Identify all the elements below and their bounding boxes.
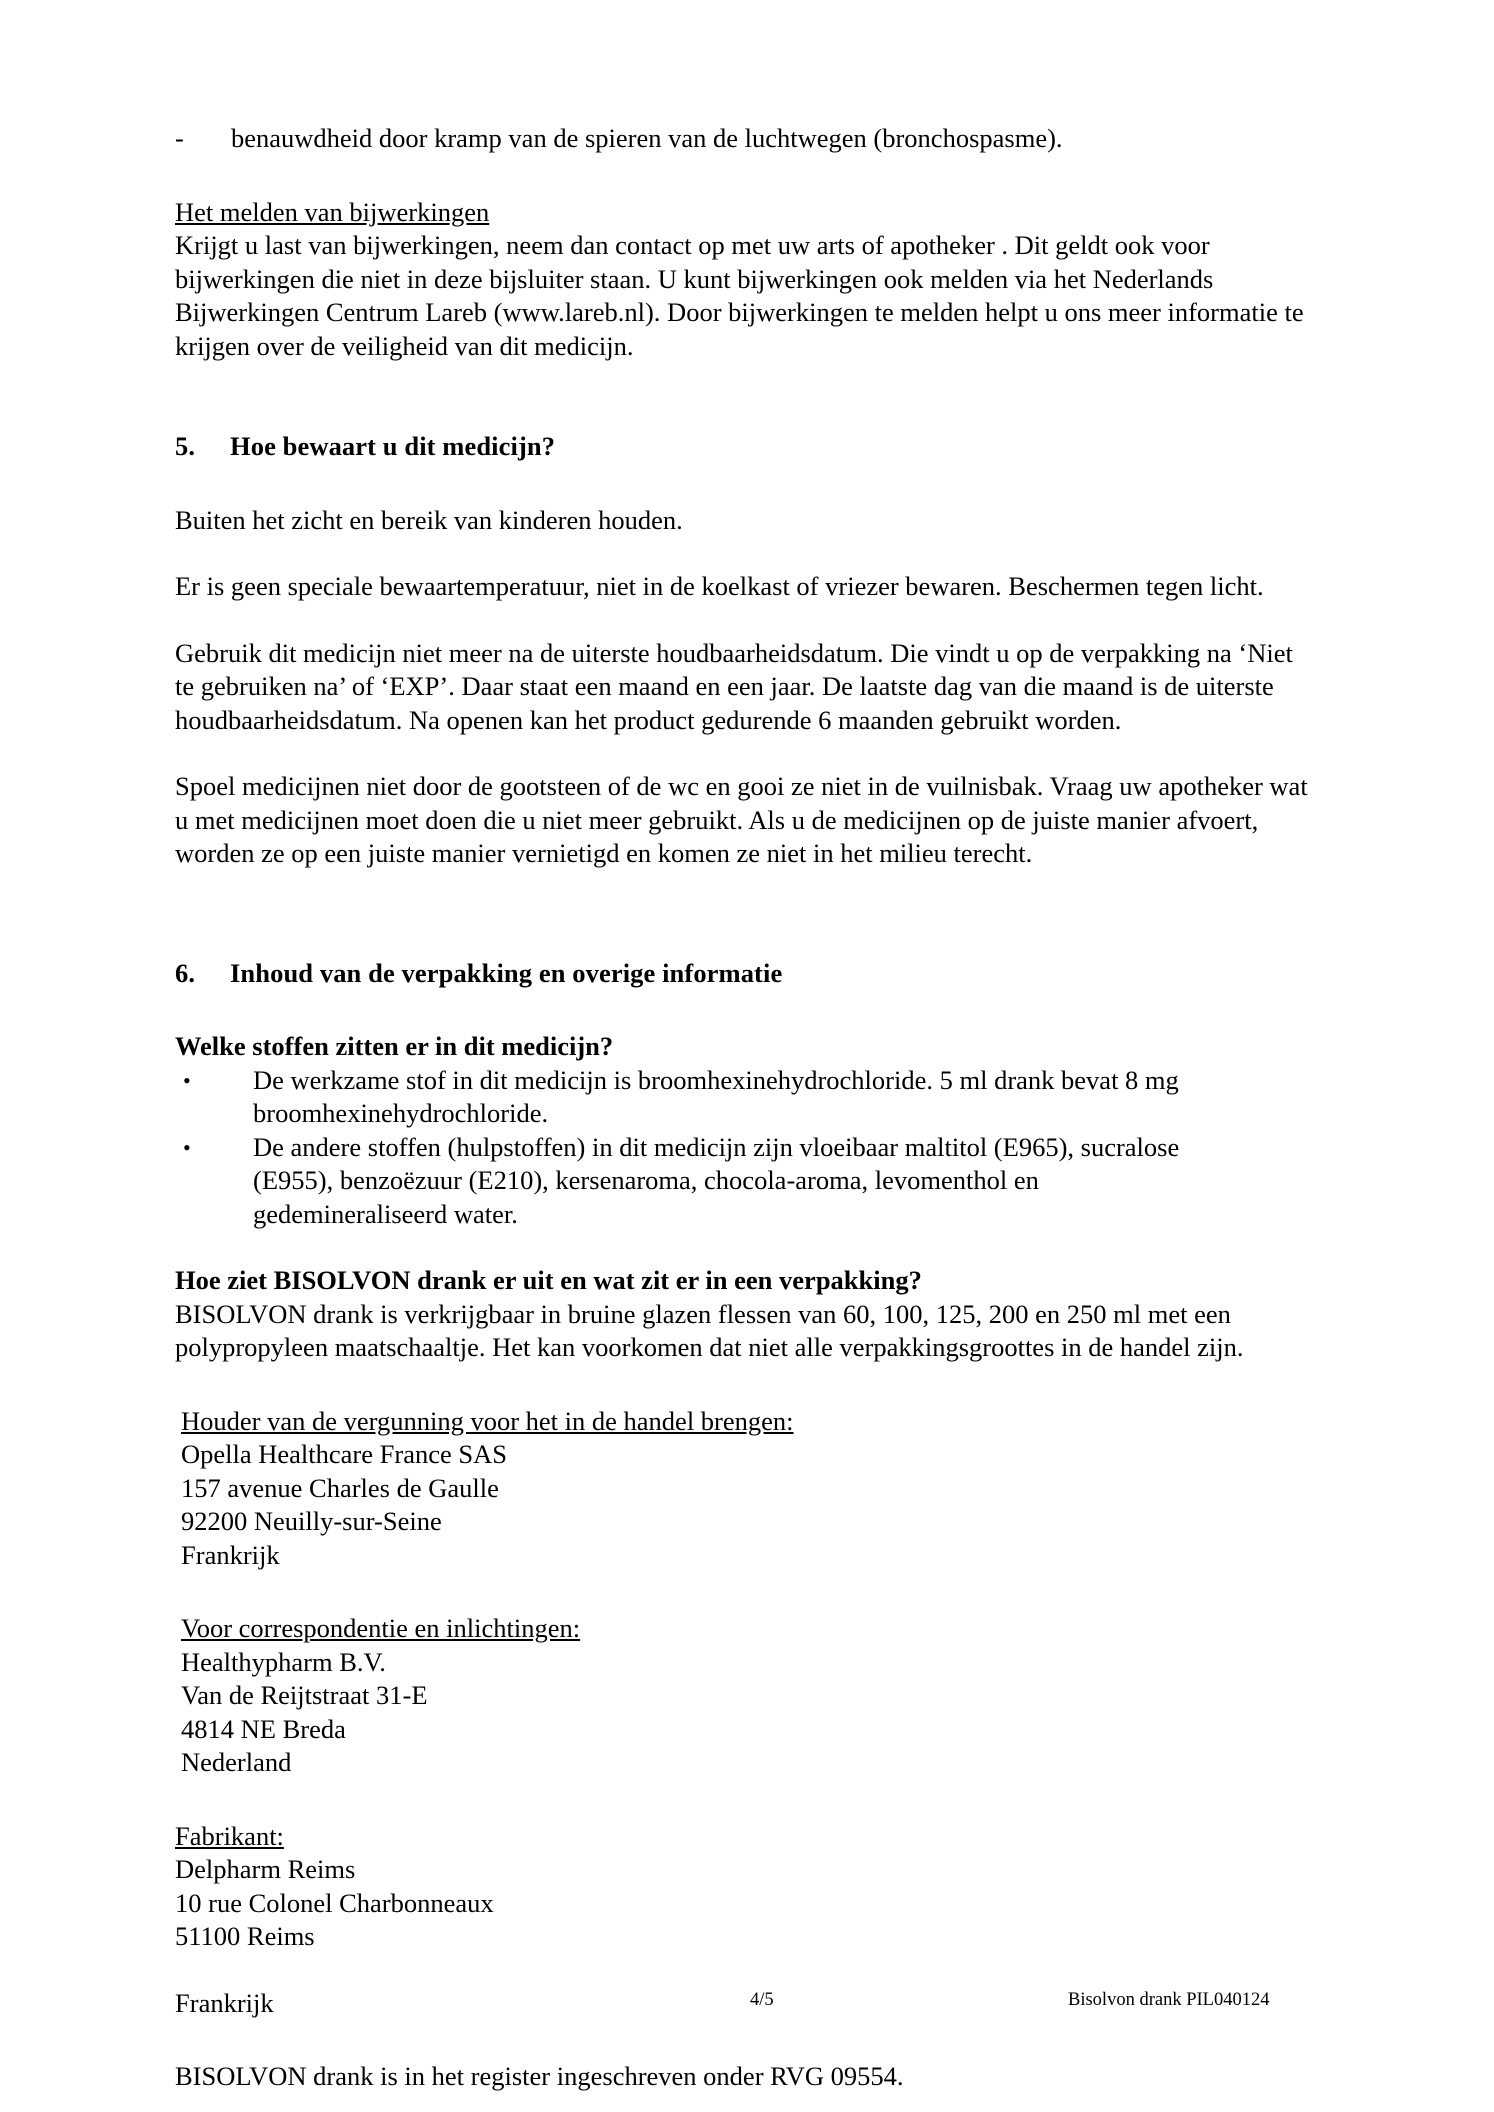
address-line: 51100 Reims — [175, 1921, 315, 1951]
address-line: Nederland — [181, 1747, 292, 1777]
page-content — [175, 122, 1321, 2094]
list-item-text: De werkzame stof in dit medicijn is broomhexinehydrochloride. 5 ml drank bevat 8 mg broomhexinehydrochloride. — [253, 1064, 1179, 1128]
section-number: 5. — [175, 431, 196, 461]
list-item-text: De andere stoffen (hulpstoffen) in dit medicijn zijn vloeibaar maltitol (E965), sucralose (E955), benzoëzuur (E210), kersenaroma, chocola-aroma, levomenthol en gedemineraliseerd water. — [253, 1131, 1180, 1229]
spacer — [175, 990, 1321, 1030]
spacer — [175, 871, 1321, 957]
spacer — [175, 1780, 1321, 1820]
spacer — [175, 2020, 1321, 2060]
correspondence-heading — [181, 1612, 1321, 1646]
bullet-icon: • — [183, 1134, 191, 1160]
address-line: 92200 Neuilly-sur-Seine — [181, 1506, 442, 1536]
footer-page-number: 4/5 — [750, 1990, 774, 2010]
section-title: Hoe bewaart u dit medicijn? — [230, 431, 556, 461]
ingredients-list — [175, 1064, 1321, 1232]
section-heading-6 — [175, 957, 1321, 991]
correspondence-heading-text: Voor correspondentie en inlichtingen: — [181, 1613, 581, 1643]
address-line: Healthypharm B.V. — [181, 1646, 386, 1677]
address-line: 10 rue Colonel Charbonneaux — [175, 1887, 494, 1918]
spacer — [175, 363, 1321, 430]
spacer — [175, 1572, 1321, 1612]
storage-paragraph-disposal: Spoel medicijnen niet door de gootsteen of de wc en gooi ze niet in de vuilnisbak. Vraag uw apotheker wat u met medicijnen moet doen die u niet meer gebruikt. Als u de medicijnen op de juiste manier afvoert, worden ze op een juiste manier vernietigd en komen ze niet in het milieu terecht. — [175, 771, 1308, 868]
list-item-text: benauwdheid door kramp van de spieren van de luchtwegen (bronchospasme). — [231, 123, 1063, 153]
reporting-heading — [175, 196, 1321, 230]
storage-paragraph-children: Buiten het zicht en bereik van kinderen houden. — [175, 504, 683, 535]
manufacturer-country: Frankrijk — [175, 1987, 274, 2018]
spacer — [175, 737, 1321, 770]
manufacturer-heading-text: Fabrikant: — [175, 1820, 284, 1851]
address-line: Frankrijk — [181, 1539, 280, 1570]
bullet-icon: • — [183, 1067, 191, 1093]
dash-marker: - — [175, 123, 184, 153]
spacer — [175, 604, 1321, 637]
address-line: 4814 NE Breda — [181, 1713, 346, 1744]
storage-paragraph-expiry: Gebruik dit medicijn niet meer na de uiterste houdbaarheidsdatum. Die vindt u op de verpakking na ‘Niet te gebruiken na’ of ‘EXP’. Daar staat een maand en een jaar. De laatste dag van die maand is de uiterste houdbaarheidsdatum. Na openen kan het product gedurende 6 maanden gebruikt worden. — [175, 637, 1293, 735]
list-item — [175, 1131, 1321, 1232]
section-title: Inhoud van de verpakking en overige informatie — [230, 957, 783, 988]
address-line: Delpharm Reims — [175, 1854, 356, 1884]
spacer — [175, 1365, 1321, 1405]
registration-paragraph: BISOLVON drank is in het register ingeschreven onder RVG 09554. — [175, 2061, 904, 2091]
spacer — [175, 156, 1321, 196]
appearance-heading: Hoe ziet BISOLVON drank er uit en wat zit er in een verpakking? — [175, 1265, 922, 1295]
list-item — [175, 122, 1321, 156]
reporting-paragraph: Krijgt u last van bijwerkingen, neem dan contact op met uw arts of apotheker . Dit geldt ook voor bijwerkingen die niet in deze bijsluiter staan. U kunt bijwerkingen ook melden via het Nederlands Bijwerkingen Centrum Lareb (www.lareb.nl). Door bijwerkingen te melden helpt u ons meer informatie te krijgen over de veiligheid van dit medicijn. — [175, 230, 1304, 361]
storage-paragraph-temperature: Er is geen speciale bewaartemperatuur, niet in de koelkast of vriezer bewaren. Beschermen tegen licht. — [175, 571, 1264, 601]
ingredients-heading: Welke stoffen zitten er in dit medicijn? — [175, 1031, 614, 1061]
spacer — [175, 1954, 1321, 1987]
marketing-authorisation-heading-text: Houder van de vergunning voor het in de handel brengen: — [181, 1405, 794, 1436]
list-item — [175, 1064, 1321, 1131]
section-heading-5 — [175, 430, 1321, 464]
address-line: Van de Reijtstraat 31-E — [181, 1680, 428, 1710]
footer-doc-reference: Bisolvon drank PIL040124 — [1068, 1990, 1270, 2010]
spacer — [175, 464, 1321, 504]
marketing-authorisation-block — [181, 1405, 1321, 1573]
marketing-authorisation-heading — [181, 1405, 1321, 1439]
manufacturer-heading — [175, 1820, 1321, 1854]
section-number: 6. — [175, 957, 196, 988]
spacer — [175, 1231, 1321, 1264]
correspondence-block — [181, 1612, 1321, 1780]
appearance-paragraph: BISOLVON drank is verkrijgbaar in bruine glazen flessen van 60, 100, 125, 200 en 250 ml met een polypropyleen maatschaaltje. Het kan voorkomen dat niet alle verpakkingsgroottes in de handel zijn. — [175, 1298, 1244, 1362]
address-line: 157 avenue Charles de Gaulle — [181, 1472, 499, 1503]
reporting-heading-text: Het melden van bijwerkingen — [175, 196, 490, 227]
address-line: Opella Healthcare France SAS — [181, 1439, 507, 1469]
spacer — [175, 537, 1321, 570]
